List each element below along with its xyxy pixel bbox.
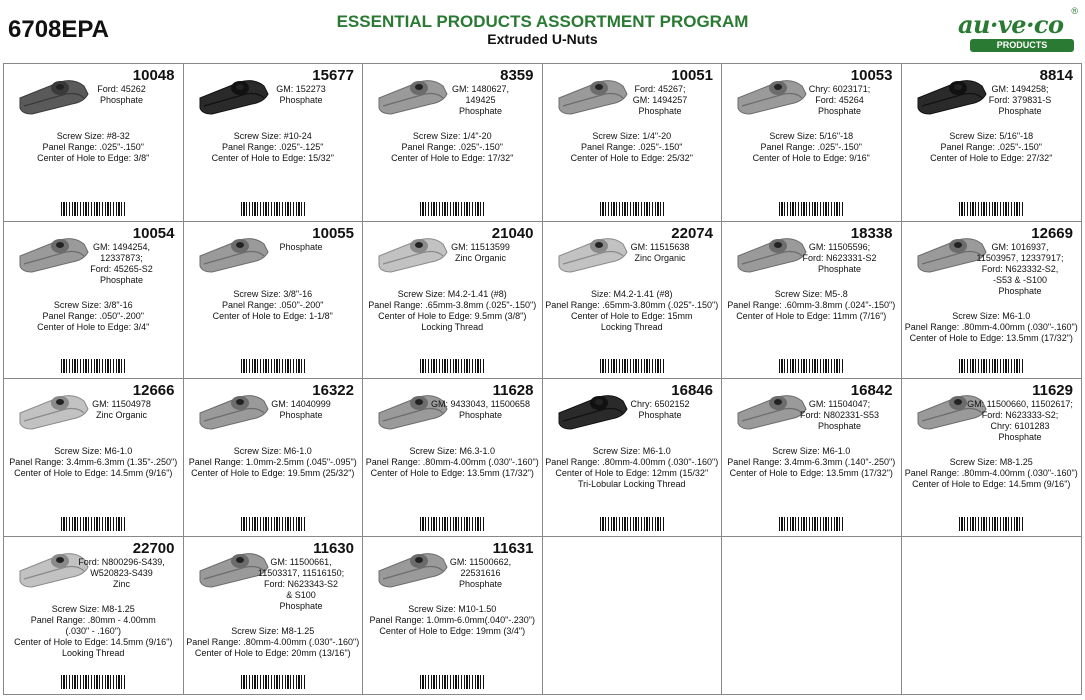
oem-line: Zinc Organic	[95, 410, 148, 420]
oem-line: Phosphate	[458, 106, 503, 116]
product-cell	[4, 379, 184, 537]
oem-line: Phosphate	[99, 274, 144, 285]
spec-block	[545, 289, 720, 333]
product-cell	[363, 222, 543, 380]
spec-line: Center of Hole to Edge: 13.5mm (17/32")	[729, 468, 893, 478]
spec-line: Center of Hole to Edge: 11mm (7/16")	[736, 310, 887, 321]
spec-line: Center of Hole to Edge: 3/4"	[37, 321, 150, 332]
spec-line: Panel Range: .025"-.125"	[222, 142, 324, 152]
spec-line: Panel Range: .80mm-4.00mm (.030"-.160")	[904, 321, 1078, 332]
product-cell	[543, 64, 723, 222]
spec-block	[186, 626, 361, 659]
auveco-logo	[956, 6, 1078, 54]
barcode	[779, 517, 843, 531]
spec-line: Size: M4.2-1.41 (#8)	[590, 288, 673, 299]
oem-line: GM: 1480627,	[451, 84, 510, 94]
oem-line: GM: 152273	[276, 84, 326, 94]
oem-line: GM: 11504047;	[808, 399, 871, 409]
spec-line: Tri-Lobular Locking Thread	[577, 479, 686, 489]
spec-line: Center of Hole to Edge: 17/32"	[391, 153, 514, 163]
spec-line: Screw Size: M10-1.50	[408, 603, 497, 614]
spec-block	[186, 131, 361, 164]
barcode	[241, 202, 305, 216]
barcode	[959, 359, 1023, 373]
spec-line: Screw Size: M8-1.25	[51, 603, 135, 614]
spec-block	[545, 446, 720, 490]
spec-line: Panel Range: .050"-.200"	[42, 310, 144, 321]
spec-line: Screw Size: M6-1.0	[772, 446, 851, 456]
oem-line: 149425	[465, 95, 496, 105]
spec-line: Screw Size: #10-24	[233, 131, 312, 141]
barcode	[241, 359, 305, 373]
part-number: 11628	[492, 382, 534, 399]
oem-line: Ford: N623333-S2;	[981, 410, 1059, 420]
oem-line: GM: 14040999	[271, 399, 331, 409]
spec-block	[6, 604, 181, 659]
product-cell	[363, 379, 543, 537]
spec-line: Panel Range: .025"-.150"	[401, 142, 503, 152]
oem-references	[426, 242, 536, 264]
oem-line: Ford: 379831-S	[988, 95, 1052, 105]
oem-references	[785, 242, 895, 275]
spec-line: Panel Range: .050"-.200"	[222, 299, 324, 310]
spec-line: Panel Range: .025"-.150"	[760, 142, 862, 152]
part-number: 11631	[492, 539, 534, 557]
oem-line: Zinc	[112, 578, 130, 589]
logo-registered-mark: ®	[1071, 6, 1078, 16]
oem-references	[67, 84, 177, 106]
oem-line: GM: 11513599	[451, 241, 510, 252]
part-number: 16846	[671, 382, 713, 399]
spec-line: Panel Range: .65mm-3.8mm (.025"-.150")	[368, 299, 537, 310]
barcode	[959, 517, 1023, 531]
spec-line: Center of Hole to Edge: 20mm (13/16")	[194, 647, 351, 658]
spec-block	[724, 131, 899, 164]
spec-block	[545, 131, 720, 164]
part-number: 16842	[850, 382, 893, 399]
spec-line: Screw Size: 3/8"-16	[53, 299, 133, 310]
part-number: 12666	[132, 382, 175, 399]
oem-line: GM: 9433043, 11500658	[431, 399, 530, 409]
spec-line: Center of Hole to Edge: 14.5mm (9/16")	[912, 479, 1071, 489]
spec-line: Screw Size: 5/16"-18	[769, 131, 854, 141]
oem-line: Phosphate	[998, 106, 1042, 116]
part-number: 11630	[313, 539, 354, 557]
oem-references	[605, 242, 715, 264]
oem-line: Phosphate	[998, 285, 1042, 296]
spec-line: Center of Hole to Edge: 15mm	[570, 310, 693, 321]
oem-references	[965, 84, 1075, 117]
part-number: 10055	[312, 224, 354, 242]
product-cell	[722, 379, 902, 537]
product-cell	[722, 64, 902, 222]
part-number: 10054	[132, 224, 175, 242]
spec-line: Center of Hole to Edge: 12mm (15/32"	[555, 468, 709, 478]
oem-line: Phosphate	[279, 410, 323, 420]
oem-line: Phosphate	[458, 578, 503, 589]
product-cell	[184, 537, 364, 695]
oem-references	[246, 557, 356, 612]
oem-references	[426, 84, 536, 117]
spec-block	[186, 446, 361, 479]
oem-line: Phosphate	[998, 432, 1042, 442]
oem-line: Ford: N802331-S53	[799, 410, 880, 420]
oem-line: GM: 11500660, 11502617;	[967, 399, 1073, 409]
oem-references	[965, 242, 1075, 297]
oem-line: GM: 11505596;	[808, 241, 871, 252]
spec-line: Screw Size: M8-1.25	[949, 457, 1033, 467]
product-cell	[722, 222, 902, 380]
oem-references	[67, 557, 177, 590]
barcode	[420, 675, 484, 689]
oem-line: Chry: 6023171;	[808, 84, 871, 94]
product-cell	[184, 222, 364, 380]
barcode	[779, 202, 843, 216]
oem-line: Phosphate	[458, 410, 503, 420]
spec-line: Screw Size: M6-1.0	[592, 446, 671, 456]
spec-line: Panel Range: .80mm-4.00mm (.030"-.160")	[186, 636, 360, 647]
part-number: 10048	[132, 67, 175, 84]
spec-line: Screw Size: M4.2-1.41 (#8)	[397, 288, 507, 299]
oem-line: Ford: N623332-S2,	[981, 263, 1059, 274]
empty-cell	[722, 537, 902, 695]
spec-line: Panel Range: .80mm - 4.00mm	[30, 614, 156, 625]
page-title: ESSENTIAL PRODUCTS ASSORTMENT PROGRAM	[336, 12, 749, 31]
oem-line: 22531616	[460, 567, 501, 578]
oem-line: Phosphate	[99, 95, 144, 105]
logo-products-bar: PRODUCTS	[970, 39, 1074, 52]
product-cell	[902, 222, 1082, 380]
spec-line: Center of Hole to Edge: 13.5mm (17/32")	[909, 332, 1073, 343]
spec-line: Panel Range: 1.0mm-6.0mm(.040"-.230")	[369, 614, 535, 625]
oem-line: Phosphate	[279, 241, 323, 252]
oem-line: Ford: 45264	[815, 95, 864, 105]
oem-references	[785, 399, 895, 432]
oem-line: GM: 11500662,	[449, 556, 512, 567]
spec-line: Looking Thread	[62, 647, 125, 658]
spec-line: Center of Hole to Edge: 1-1/8"	[212, 310, 333, 321]
oem-line: Ford: N623343-S2	[263, 578, 339, 589]
spec-line: Screw Size: M6-1.0	[54, 446, 133, 456]
oem-line: Phosphate	[817, 421, 862, 431]
oem-line: 11503317, 11516150;	[257, 567, 345, 578]
product-cell	[902, 64, 1082, 222]
spec-line: Center of Hole to Edge: 27/32"	[930, 153, 1053, 163]
barcode	[61, 202, 125, 216]
oem-references	[605, 84, 715, 117]
part-number: 8359	[500, 67, 534, 84]
spec-line: Center of Hole to Edge: 15/32"	[211, 153, 334, 163]
spec-line: (.030" - .160")	[65, 625, 121, 636]
spec-block	[6, 446, 181, 479]
product-cell	[363, 64, 543, 222]
oem-references	[426, 399, 536, 421]
spec-line: Panel Range: .80mm-4.00mm (.030"-.160")	[545, 457, 719, 467]
spec-line: Locking Thread	[421, 321, 484, 332]
barcode	[600, 202, 664, 216]
part-number: 10053	[850, 67, 893, 84]
spec-block	[904, 131, 1080, 164]
oem-references	[605, 399, 715, 421]
spec-line: Center of Hole to Edge: 14.5mm (9/16")	[14, 468, 173, 478]
spec-line: Panel Range: .80mm-4.00mm (.030"-.160")	[365, 457, 539, 467]
spec-line: Center of Hole to Edge: 13.5mm (17/32")	[370, 468, 534, 478]
oem-references	[965, 399, 1075, 443]
oem-references	[67, 242, 177, 286]
part-number: 22700	[132, 539, 175, 557]
spec-line: Panel Range: .025"-.150"	[42, 142, 144, 152]
barcode	[420, 359, 484, 373]
kit-code: 6708EPA	[8, 16, 109, 43]
spec-block	[6, 131, 181, 164]
spec-block	[904, 311, 1080, 344]
spec-line: Screw Size: M6.3-1.0	[409, 446, 496, 456]
oem-line: Phosphate	[279, 600, 323, 611]
spec-line: Center of Hole to Edge: 25/32"	[570, 153, 693, 163]
product-cell	[184, 379, 364, 537]
oem-line: Phosphate	[638, 106, 682, 116]
spec-block	[365, 131, 540, 164]
part-number: 10051	[671, 67, 713, 84]
spec-line: Center of Hole to Edge: 19.5mm (25/32")	[191, 468, 355, 478]
oem-line: Zinc Organic	[454, 252, 507, 263]
product-cell	[4, 537, 184, 695]
spec-line: Screw Size: #8-32	[56, 131, 130, 141]
spec-block	[724, 289, 899, 322]
barcode	[61, 359, 125, 373]
product-cell	[184, 64, 364, 222]
spec-line: Center of Hole to Edge: 14.5mm (9/16")	[14, 636, 173, 647]
spec-line: Panel Range: 3.4mm-6.3mm (.140"-.250")	[727, 457, 896, 467]
spec-line: Screw Size: M6-1.0	[233, 446, 312, 456]
part-number: 16322	[312, 382, 354, 399]
part-number: 8814	[1039, 67, 1073, 84]
product-cell	[363, 537, 543, 695]
spec-line: Locking Thread	[600, 321, 663, 332]
part-number: 12669	[1031, 224, 1073, 242]
spec-line: Panel Range: 3.4mm-6.3mm (1.35"-.250")	[9, 457, 178, 467]
spec-line: Screw Size: 5/16"-18	[949, 131, 1034, 141]
oem-references	[67, 399, 177, 421]
oem-references	[246, 399, 356, 421]
product-cell	[543, 222, 723, 380]
spec-block	[365, 446, 540, 479]
barcode	[241, 675, 305, 689]
oem-references	[785, 84, 895, 117]
oem-line: GM: 11500661,	[270, 556, 332, 567]
oem-line: Phosphate	[817, 263, 862, 274]
spec-line: Screw Size: 1/4"-20	[592, 131, 672, 141]
part-number: 11629	[1032, 382, 1073, 399]
spec-line: Screw Size: M6-1.0	[952, 310, 1031, 321]
spec-block	[724, 446, 899, 479]
oem-line: -S53 & -S100	[992, 274, 1048, 285]
part-number: 22074	[671, 224, 713, 242]
oem-line: W520823-S439	[90, 567, 153, 578]
empty-cell	[902, 537, 1082, 695]
spec-line: Panel Range: .60mm-3.8mm (.024"-.150")	[727, 299, 896, 310]
oem-line: Phosphate	[279, 95, 323, 105]
spec-line: Screw Size: 1/4"-20	[412, 131, 492, 141]
oem-line: 12337873;	[100, 252, 143, 263]
oem-references	[246, 242, 356, 253]
spec-line: Panel Range: .025"-.150"	[581, 142, 683, 152]
spec-line: Screw Size: M5-.8	[774, 288, 848, 299]
barcode	[959, 202, 1023, 216]
oem-line: Ford: 45265-S2	[90, 263, 153, 274]
oem-line: & S100	[286, 589, 316, 600]
oem-references	[426, 557, 536, 590]
oem-line: GM: 11504978	[92, 399, 151, 409]
header	[0, 0, 1085, 62]
oem-line: GM: 1494257	[632, 95, 688, 105]
oem-line: Chry: 6502152	[630, 399, 690, 409]
spec-block	[904, 457, 1080, 490]
oem-line: Zinc Organic	[634, 252, 686, 263]
empty-cell	[543, 537, 723, 695]
oem-line: Phosphate	[638, 410, 682, 420]
spec-block	[186, 289, 361, 322]
oem-line: 11503957, 12337917;	[976, 252, 1064, 263]
spec-line: Screw Size: 3/8"-16	[233, 288, 313, 299]
spec-block	[6, 300, 181, 333]
barcode	[61, 517, 125, 531]
part-number: 15677	[312, 67, 354, 84]
spec-block	[365, 604, 540, 637]
spec-line: Screw Size: M8-1.25	[231, 625, 315, 636]
barcode	[420, 202, 484, 216]
oem-references	[246, 84, 356, 106]
oem-line: Ford: N623331-S2	[802, 252, 877, 263]
barcode	[600, 359, 664, 373]
oem-line: Ford: 45262	[97, 84, 146, 94]
part-number: 21040	[491, 224, 534, 242]
spec-line: Center of Hole to Edge: 9.5mm (3/8")	[378, 310, 527, 321]
spec-line: Panel Range: 1.0mm-2.5mm (.045"-.095")	[188, 457, 357, 467]
barcode	[61, 675, 125, 689]
spec-line: Panel Range: .80mm-4.00mm (.030"-.160")	[904, 468, 1078, 478]
barcode	[241, 517, 305, 531]
product-grid	[3, 63, 1082, 695]
oem-line: GM: 1494258;	[991, 84, 1049, 94]
oem-line: Phosphate	[817, 106, 862, 116]
product-cell	[902, 379, 1082, 537]
oem-line: Ford: N800296-S439,	[78, 556, 165, 567]
product-cell	[543, 379, 723, 537]
spec-block	[365, 289, 540, 333]
page-subtitle: Extruded U-Nuts	[487, 31, 598, 47]
barcode	[600, 517, 664, 531]
barcode	[420, 517, 484, 531]
spec-line: Center of Hole to Edge: 19mm (3/4")	[379, 625, 526, 636]
oem-line: GM: 1016937,	[991, 241, 1049, 252]
oem-line: Chry: 6101283	[990, 421, 1050, 431]
spec-line: Center of Hole to Edge: 9/16"	[752, 153, 870, 163]
part-number: 18338	[850, 224, 893, 242]
oem-line: GM: 11515638	[630, 241, 690, 252]
oem-line: GM: 1494254,	[92, 241, 151, 252]
product-cell	[4, 64, 184, 222]
oem-line: Ford: 45267;	[634, 84, 686, 94]
logo-wordmark: au·ve·co	[958, 10, 1064, 39]
barcode	[779, 359, 843, 373]
spec-line: Panel Range: .65mm-3.80mm (.025"-.150")	[545, 299, 719, 310]
spec-line: Center of Hole to Edge: 3/8"	[37, 153, 150, 163]
spec-line: Panel Range: .025"-.150"	[940, 142, 1042, 152]
product-cell	[4, 222, 184, 380]
